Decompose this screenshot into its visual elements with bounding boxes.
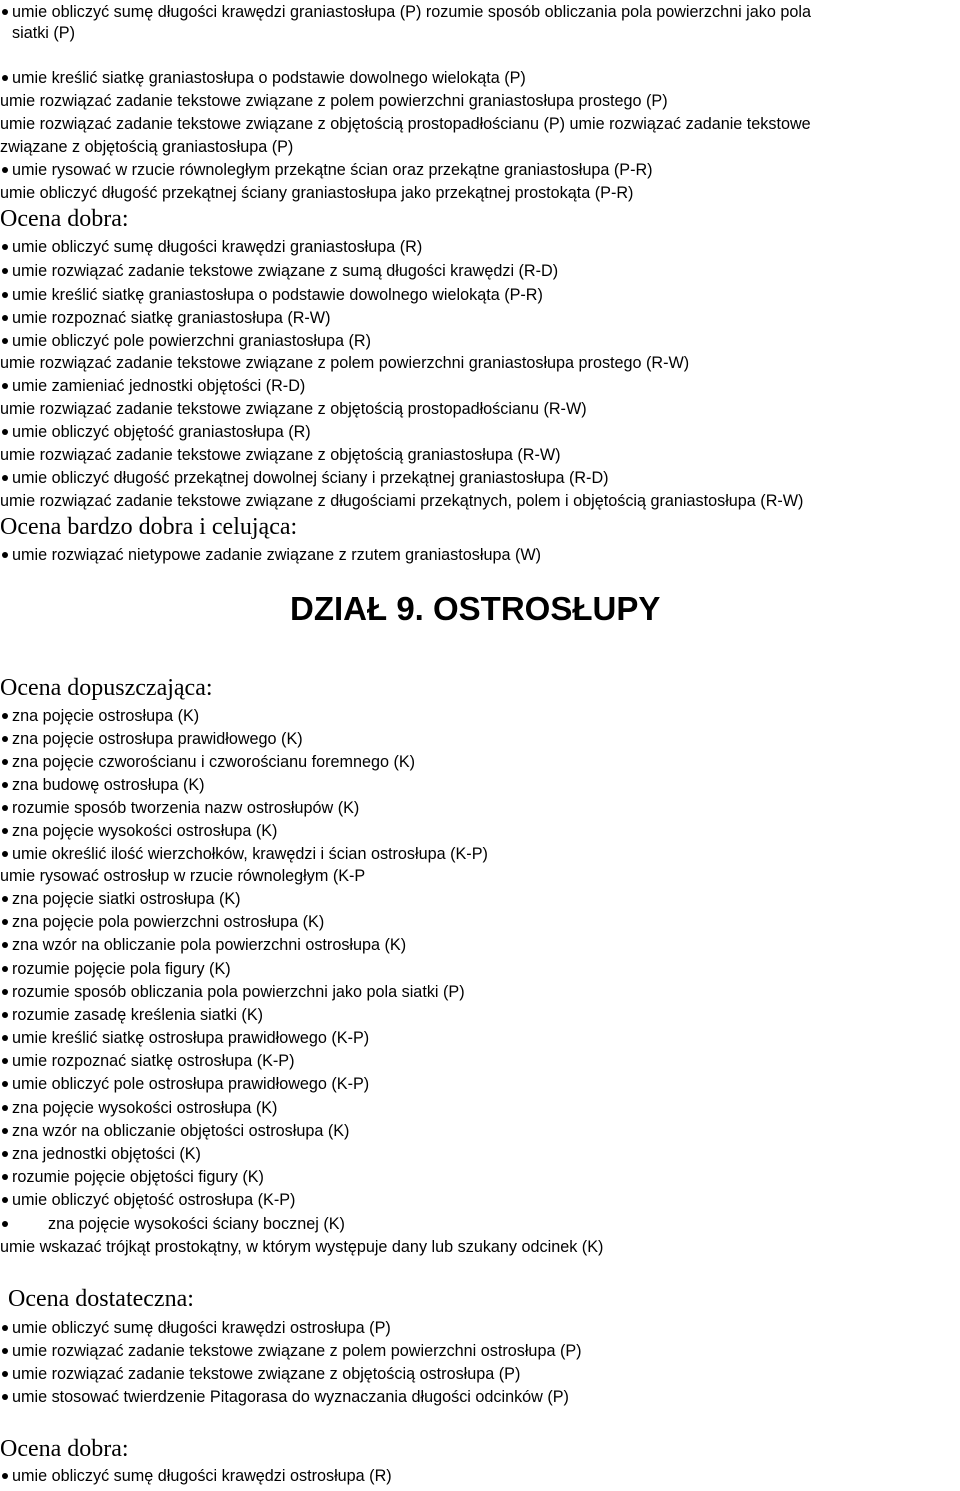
list-item: zna budowę ostrosłupa (K) (0, 775, 205, 795)
list-item: umie rozwiązać nietypowe zadanie związane z rzutem graniastosłupa (W) (0, 545, 541, 565)
section-heading: Ocena dobra: (0, 1436, 129, 1462)
list-item: umie rysować w rzucie równoległym przekątne ścian oraz przekątne graniastosłupa (P-R) (0, 160, 653, 180)
list-item: umie obliczyć objętość graniastosłupa (R) (0, 422, 311, 442)
list-item: rozumie zasadę kreślenia siatki (K) (0, 1005, 263, 1025)
list-item: zna pojęcie pola powierzchni ostrosłupa (K) (0, 912, 324, 932)
list-item: rozumie pojęcie objętości figury (K) (0, 1167, 264, 1187)
list-item: zna pojęcie czworościanu i czworościanu foremnego (K) (0, 752, 415, 772)
list-item: umie rozpoznać siatkę graniastosłupa (R-W) (0, 308, 330, 328)
list-item: umie obliczyć sumę długości krawędzi graniastosłupa (R) (0, 237, 422, 257)
list-item: umie obliczyć sumę długości krawędzi graniastosłupa (P) rozumie sposób obliczania pola powierzchni jako pola (0, 2, 811, 22)
chapter-title: DZIAŁ 9. OSTROSŁUPY (290, 590, 661, 627)
list-item: zna pojęcie wysokości ściany bocznej (K) (0, 1214, 345, 1234)
list-item: zna pojęcie ostrosłupa (K) (0, 706, 199, 726)
list-item: umie stosować twierdzenie Pitagorasa do wyznaczania długości odcinków (P) (0, 1387, 569, 1407)
list-item: rozumie sposób tworzenia nazw ostrosłupów (K) (0, 798, 359, 818)
list-item: umie rozwiązać zadanie tekstowe związane z polem powierzchni ostrosłupa (P) (0, 1341, 582, 1361)
list-item: umie obliczyć długość przekątnej dowolnej ściany i przekątnej graniastosłupa (R-D) (0, 468, 609, 488)
list-item: zna wzór na obliczanie pola powierzchni ostrosłupa (K) (0, 935, 406, 955)
list-item-continuation: siatki (P) (12, 24, 75, 42)
list-item: zna pojęcie wysokości ostrosłupa (K) (0, 1098, 277, 1118)
section-heading: Ocena dostateczna: (8, 1286, 194, 1312)
list-item: zna pojęcie ostrosłupa prawidłowego (K) (0, 729, 303, 749)
list-item: umie zamieniać jednostki objętości (R-D) (0, 376, 305, 396)
text-line: umie rozwiązać zadanie tekstowe związane z polem powierzchni graniastosłupa prostego (R-W) (0, 354, 690, 372)
list-item: zna wzór na obliczanie objętości ostrosłupa (K) (0, 1121, 349, 1141)
list-item: umie określić ilość wierzchołków, krawędzi i ścian ostrosłupa (K-P) (0, 844, 488, 864)
list-item: umie rozpoznać siatkę ostrosłupa (K-P) (0, 1051, 295, 1071)
text-line: umie rozwiązać zadanie tekstowe związane z polem powierzchni graniastosłupa prostego (P) (0, 92, 668, 110)
text-line: umie rozwiązać zadanie tekstowe związane z objętością prostopadłościanu (R-W) (0, 400, 587, 418)
text-line: umie rysować ostrosłup w rzucie równoległym (K-P (0, 867, 366, 885)
list-item: umie obliczyć objętość ostrosłupa (K-P) (0, 1190, 295, 1210)
list-item: umie kreślić siatkę graniastosłupa o podstawie dowolnego wielokąta (P) (0, 68, 526, 88)
text-line: umie obliczyć długość przekątnej ściany graniastosłupa jako przekątnej prostokąta (P-R) (0, 184, 634, 202)
list-item: rozumie pojęcie pola figury (K) (0, 959, 231, 979)
list-item: umie kreślić siatkę graniastosłupa o podstawie dowolnego wielokąta (P-R) (0, 285, 543, 305)
section-heading: Ocena dopuszczająca: (0, 675, 213, 701)
text-line: umie rozwiązać zadanie tekstowe związane z objętością graniastosłupa (R-W) (0, 446, 561, 464)
list-item: zna pojęcie wysokości ostrosłupa (K) (0, 821, 277, 841)
list-item: umie obliczyć sumę długości krawędzi ostrosłupa (R) (0, 1466, 392, 1486)
text-line: umie rozwiązać zadanie tekstowe związane z długościami przekątnych, polem i objętością graniastosłupa (R-W) (0, 492, 804, 510)
list-item: umie rozwiązać zadanie tekstowe związane z objętością ostrosłupa (P) (0, 1364, 520, 1384)
list-item: zna pojęcie siatki ostrosłupa (K) (0, 889, 241, 909)
section-heading: Ocena dobra: (0, 206, 129, 232)
text-line: umie rozwiązać zadanie tekstowe związane z objętością prostopadłościanu (P) umie rozwiązać zadanie tekstowe (0, 115, 811, 133)
list-item: umie rozwiązać zadanie tekstowe związane z sumą długości krawędzi (R-D) (0, 261, 558, 281)
list-item: umie obliczyć pole powierzchni graniastosłupa (R) (0, 331, 371, 351)
text-line: umie wskazać trójkąt prostokątny, w którym występuje dany lub szukany odcinek (K) (0, 1238, 604, 1256)
text-line: związane z objętością graniastosłupa (P) (0, 138, 294, 156)
list-item: umie obliczyć sumę długości krawędzi ostrosłupa (P) (0, 1318, 391, 1338)
list-item: umie obliczyć pole ostrosłupa prawidłowego (K-P) (0, 1074, 369, 1094)
list-item: umie kreślić siatkę ostrosłupa prawidłowego (K-P) (0, 1028, 369, 1048)
list-item: zna jednostki objętości (K) (0, 1144, 201, 1164)
list-item: rozumie sposób obliczania pola powierzchni jako pola siatki (P) (0, 982, 465, 1002)
section-heading: Ocena bardzo dobra i celująca: (0, 514, 298, 540)
